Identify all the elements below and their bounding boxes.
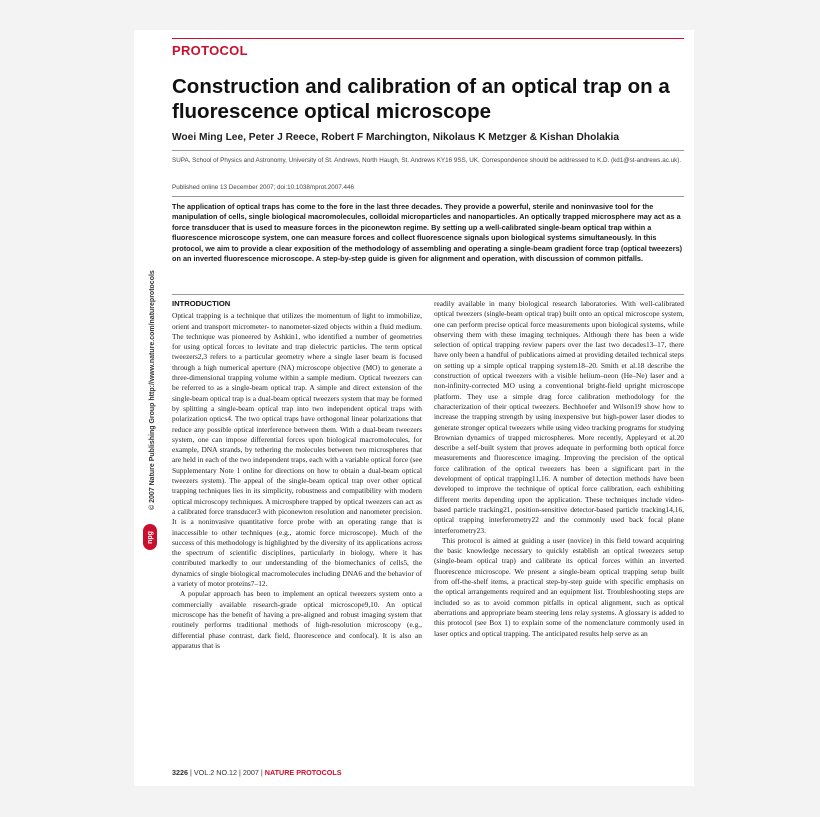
author-rule (172, 150, 684, 151)
page-number: 3226 (172, 768, 188, 777)
publication-year: 2007 (242, 768, 259, 777)
affiliation: SUPA, School of Physics and Astronomy, University of St. Andrews, North Haugh, St. Andrews KY16 9SS, UK. Correspondence should be addressed to K.D. (kd1@st-andrews.ac.uk). (172, 157, 682, 164)
left-column (172, 299, 422, 651)
right-column (434, 299, 684, 639)
publication-info: Published online 13 December 2007; doi:10.1038/nprot.2007.446 (172, 184, 355, 191)
copyright-sidebar: © 2007 Nature Publishing Group http://www.nature.com/natureprotocols (149, 270, 156, 510)
publication-rule (172, 196, 684, 197)
abstract: The application of optical traps has come to the fore in the last three decades. They provide a powerful, sterile and noninvasive tool for the manipulation of cells, single biological macromolecules, colloidal microparticles and nanoparticles. An optically trapped microsphere may act as a force transducer that is used to measure forces in the piconewton regime. By setting up a well-calibrated single-beam optical trap within a fluorescence microscope system, one can measure forces and collect fluorescence signals upon biological systems simultaneously. In this protocol, we aim to provide a clear exposition of the methodology of assembling and operating a single-beam gradient force trap (optical tweezers) on an inverted fluorescence microscope. A step-by-step guide is given for alignment and operation, with discussion of common pitfalls. (172, 202, 683, 264)
author-list: Woei Ming Lee, Peter J Reece, Robert F Marchington, Nikolaus K Metzger & Kishan Dholakia (172, 132, 620, 143)
intro-paragraph-1: Optical trapping is a technique that utilizes the momentum of light to immobilize, orient and transport micrometer- to nanometer-sized objects within a fluid medium. The technique was pioneered by Ashkin1, who identified a number of geometries for using optical forces to levitate and trap dielectric particles. The term optical tweezers2,3 refers to a particular geometry where a single laser beam is focused through a high numerical aperture (NA) microscope objective (MO) to generate a three-dimensional trapping volume within a sample medium. Optical tweezers can be referred to as a single-beam optical trap. A simple and direct extension of the single-beam optical trap is a dual-beam optical tweezers system that may be formed by splitting a single-beam optical trap into two independent optical traps with polarization optics4. The two optical traps have orthogonal linear polarizations that reduce any possible optical interference between them. With a dual-beam tweezers system, one can impose differential forces upon biological macromolecules, for example, DNA strands, by tethering the molecules between two microspheres that are held in each of the two independent traps, each with a variable optical force (see Supplementary Note 1 online for directions on how to obtain a dual-beam optical tweezers system). The appeal of the single-beam optical trap over other optical trapping techniques lies in its simplicity, robustness and compatibility with modern optical microscopy techniques. A microsphere trapped by optical tweezers can act as a calibrated force transducer3 with piconewton resolution and nanometer precision. It is a noninvasive quantitative force probe with an operating range that is inaccessible to other techniques (e.g., atomic force microscope). Much of the success of this methodology is highlighted by the diversity of its applications across the spectrum of scientific disciplines, particularly in biology, where it has contributed markedly to our understanding of the biomechanics of cells5, the dynamics of single biological macromolecules including DNA6 and the behavior of a variety of motor proteins7–12. (172, 311, 422, 589)
intro-paragraph-3: readily available in many biological research laboratories. With well-calibrated optical tweezers (single-beam optical trap) built onto an optical microscope system, one can perform precise optical force measurements upon biological systems, while observing them with these imaging techniques. Although there has been a wide selection of optical trapping review papers over the last two decades13–17, there have only been a handful of publications aimed at providing detailed technical steps on setting up a simple optical trapping system18–20. Smith et al.18 describe the construction of optical tweezers with a visible helium–neon (He–Ne) laser and a non-infinity-corrected MO using a conventional bright-field upright microscope platform. They use a simple drag force calibration methodology for the characterization of their optical tweezers. Bechhoefer and Wilson19 show how to increase the trapping strength by using inexpensive but high-power laser diodes to generate stronger optical tweezers while using video tracking programs for studying Brownian dynamics of trapped microspheres. More recently, Appleyard et al.20 describe a self-built system that proves adequate in performing both optical force measurements and fluorescence imaging. Improving the precision of the optical force calibration of the optical tweezers has been a significant part in the development of optical trapping11,16. A number of detection methods have been developed to improve the technique of optical force calibration, each exhibiting different merits depending upon the application. These techniques include video-based particle tracking21, position-sensitive detector-based particle tracking14,16, optical trapping interferometry22 and the commonly used back focal plane interferometry23. (434, 299, 684, 535)
intro-paragraph-2: A popular approach has been to implement an optical tweezers system onto a commercially available research-grade optical microscope9,10. An optical microscope has the benefit of having a pre-aligned and robust imaging system that routinely performs traditional methods of high-resolution microscopy (e.g., differential phase contrast, dark field, fluorescence and confocal). It is also an apparatus that is (172, 589, 422, 650)
journal-name: NATURE PROTOCOLS (264, 768, 342, 777)
npg-logo: npg (143, 524, 157, 550)
header-rule (172, 38, 684, 39)
volume-issue: VOL.2 NO.12 (193, 768, 238, 777)
article-title: Construction and calibration of an optical trap on a fluorescence optical microscope (172, 75, 670, 123)
page-footer: 3226 | VOL.2 NO.12 | 2007 | NATURE PROTOCOLS (172, 768, 342, 777)
introduction-heading: INTRODUCTION (172, 299, 231, 308)
intro-paragraph-4: This protocol is aimed at guiding a user (novice) in this field toward acquiring the basic knowledge necessary to quickly establish an optical tweezers setup (single-beam optical trap) and calibrate its optical forces within an inverted fluorescence microscope. We present a single-beam optical trapping setup built from off-the-shelf items, a practical step-by-step guide with specific emphasis on the optical arrangements required and an equipment list. Troubleshooting steps are included so as to avoid common pitfalls in optical alignment, such as optical aberrations and appropriate beam steering lens relay systems. A glossary is added to this protocol (see Box 1) to explain some of the nomenclature commonly used in laser optics and optical trapping. The anticipated results help serve as an (434, 535, 684, 638)
article-type-label: PROTOCOL (172, 43, 248, 58)
abstract-rule (172, 294, 684, 295)
